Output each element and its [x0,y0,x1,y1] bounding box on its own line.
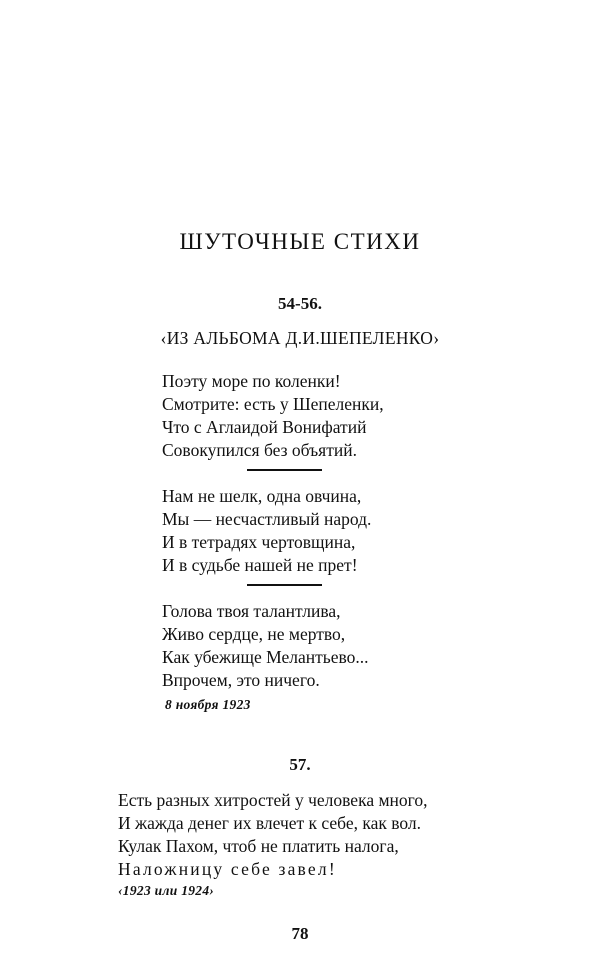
verse-line: Что с Аглаидой Вонифатий [162,417,367,437]
poem-title: ‹ИЗ АЛЬБОМА Д.И.ШЕПЕЛЕНКО› [160,328,440,348]
stanza-1 [162,370,384,462]
verse-line: Как убежище Мелантьево... [162,647,369,667]
verse-line: Кулак Пахом, чтоб не платить налога, [118,836,399,856]
stanza-2 [162,485,371,577]
verse-line: Впрочем, это ничего. [162,670,320,690]
stanza-3 [162,600,369,692]
poem-number: 57. [289,755,311,774]
poem-date: ‹1923 или 1924› [118,883,215,898]
verse-line: Совокупился без объятий. [162,440,357,460]
stanza-4 [118,789,428,881]
poem-number: 54-56. [278,294,322,313]
verse-line: Живо сердце, не мертво, [162,624,346,644]
verse-line: И в судьбе нашей не прет! [162,555,358,575]
stanza-divider [247,469,322,471]
verse-line: И в тетрадях чертовщина, [162,532,356,552]
section-title: ШУТОЧНЫЕ СТИХИ [179,229,421,254]
verse-line: Голова твоя талантлива, [162,601,341,621]
verse-line: Наложницу себе завел! [118,859,337,879]
verse-line: И жажда денег их влечет к себе, как вол. [118,813,422,833]
verse-line: Поэту море по коленки! [162,371,341,391]
verse-line: Смотрите: есть у Шепеленки, [162,394,384,414]
verse-line: Есть разных хитростей у человека много, [118,790,428,810]
page-number: 78 [291,924,309,943]
stanza-divider [247,584,322,586]
poem-date: 8 ноября 1923 [165,697,251,712]
verse-line: Мы — несчастливый народ. [162,509,372,529]
verse-line: Нам не шелк, одна овчина, [162,486,362,506]
